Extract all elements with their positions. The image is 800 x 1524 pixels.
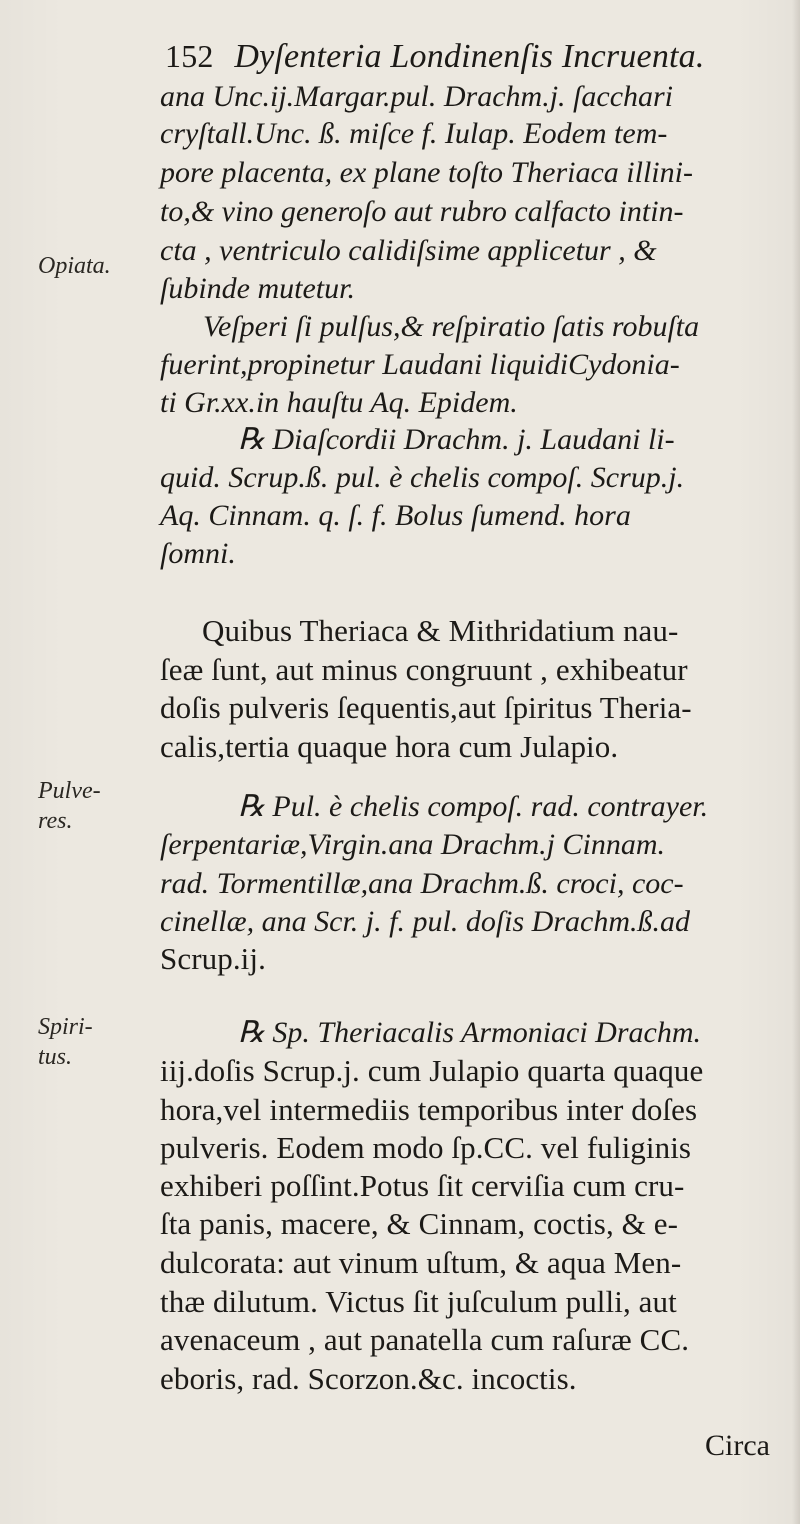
- text-line: ſomni.: [160, 537, 236, 570]
- text-line: cinellæ, ana Scr. j. f. pul. doſis Drachm.ß.ad: [160, 905, 690, 938]
- text-line: ana Unc.ij.Margar.pul. Drachm.j. ſacchari: [160, 80, 674, 113]
- text-line: pore placenta, ex plane toſto Theriaca illini-: [160, 156, 693, 189]
- page-number: 152: [165, 38, 214, 74]
- margin-note-opiata: Opiata.: [38, 253, 111, 279]
- text-line: ſeæ ſunt, aut minus congruunt , exhibeatur: [160, 652, 688, 687]
- text-line: hora,vel intermediis temporibus inter doſes: [160, 1092, 698, 1127]
- text-line: thæ dilutum. Victus ſit juſculum pulli, aut: [160, 1284, 677, 1319]
- text-line: cta , ventriculo calidiſsime applicetur , &: [160, 234, 657, 267]
- text-line: rad. Tormentillæ,ana Drachm.ß. croci, coc-: [160, 867, 684, 900]
- text-line: ſta panis, macere, & Cinnam, coctis, & e-: [160, 1206, 679, 1241]
- running-title: Dyſenteria Londinenſis Incruenta.: [234, 38, 705, 75]
- text-line: Veſperi ſi pulſus,& reſpiratio ſatis robuſta: [203, 310, 700, 343]
- catchword: Circa: [705, 1429, 770, 1462]
- text-line: ti Gr.xx.in hauſtu Aq. Epidem.: [160, 386, 518, 419]
- text-line: doſis pulveris ſequentis,aut ſpiritus Theria-: [160, 690, 692, 725]
- text-line: Scrup.ij.: [160, 941, 266, 976]
- page-header: [165, 38, 775, 82]
- text-line: avenaceum , aut panatella cum raſuræ CC.: [160, 1322, 690, 1357]
- text-line: Quibus Theriaca & Mithridatium nau-: [202, 613, 679, 648]
- margin-note-spiritus: Spiri- tus.: [38, 1014, 93, 1070]
- text-line: eboris, rad. Scorzon.&c. incoctis.: [160, 1361, 577, 1396]
- text-line: exhiberi poſſint.Potus ſit cerviſia cum cru-: [160, 1168, 685, 1203]
- text-line: ſubinde mutetur.: [160, 272, 355, 305]
- text-line: cryſtall.Unc. ß. miſce f. Iulap. Eodem tem-: [160, 117, 668, 150]
- text-line: ſerpentariæ,Virgin.ana Drachm.j Cinnam.: [160, 828, 665, 861]
- text-line: ℞ Diaſcordii Drachm. j. Laudani li-: [238, 423, 675, 456]
- text-line: pulveris. Eodem modo ſp.CC. vel fuliginis: [160, 1130, 692, 1165]
- text-line: quid. Scrup.ß. pul. è chelis compoſ. Scrup.j.: [160, 461, 685, 494]
- text-line: ℞ Sp. Theriacalis Armoniaci Drachm.: [238, 1016, 701, 1049]
- margin-note-pulveres: Pulve- res.: [38, 778, 101, 834]
- text-line: fuerint,propinetur Laudani liquidiCydonia-: [160, 348, 680, 381]
- text-line: dulcorata: aut vinum uſtum, & aqua Men-: [160, 1245, 682, 1280]
- text-line: calis,tertia quaque hora cum Julapio.: [160, 729, 619, 764]
- text-line: ℞ Pul. è chelis compoſ. rad. contrayer.: [238, 790, 709, 823]
- text-line: to,& vino generoſo aut rubro calfacto intin-: [160, 195, 684, 228]
- text-line: iij.doſis Scrup.j. cum Julapio quarta quaque: [160, 1053, 704, 1088]
- text-line: Aq. Cinnam. q. ſ. f. Bolus ſumend. hora: [160, 499, 631, 532]
- page-edge-shadow: [792, 0, 800, 1524]
